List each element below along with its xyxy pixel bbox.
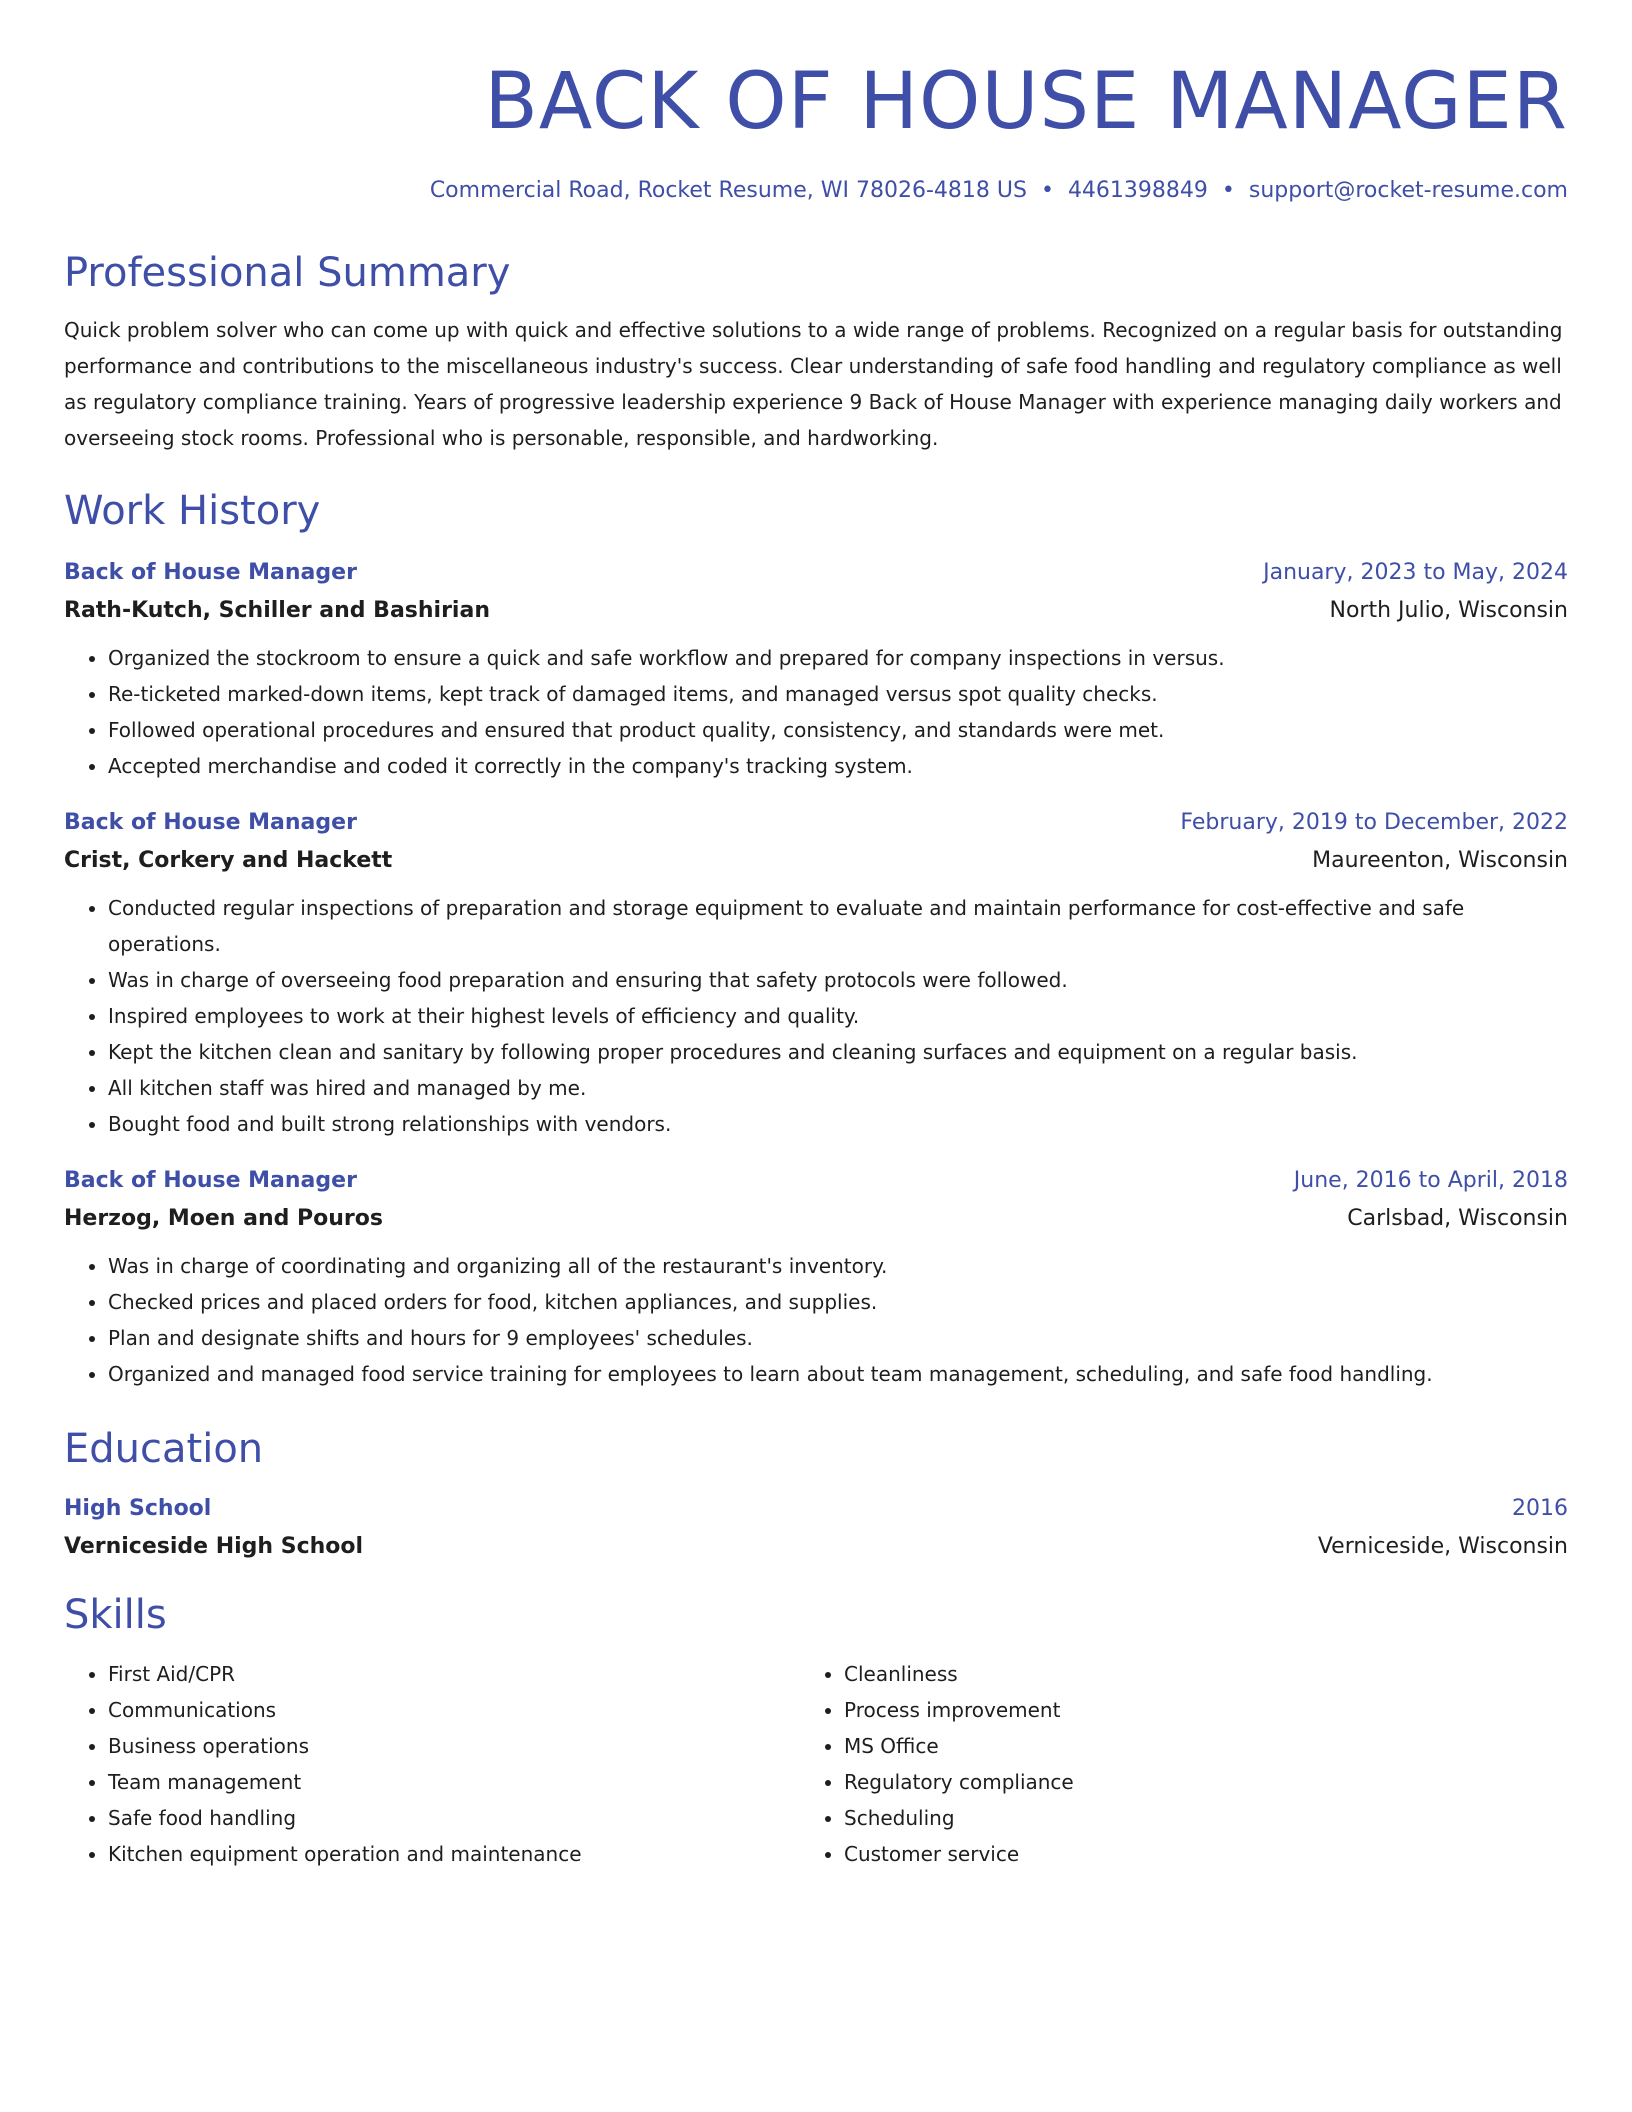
contact-line bbox=[64, 176, 1568, 206]
job-bullet: • Organized the stockroom to ensure a quick and safe workflow and prepared for company inspections in versus. bbox=[108, 640, 1568, 676]
education-entry bbox=[64, 1494, 1568, 1562]
skill-item: • Regulatory compliance bbox=[844, 1764, 1536, 1800]
job-bullet: • Kept the kitchen clean and sanitary by following proper procedures and cleaning surfaces and equipment on a regular basis. bbox=[108, 1034, 1568, 1070]
job-bullet: • Conducted regular inspections of preparation and storage equipment to evaluate and maintain performance for cost-effective and safe operations. bbox=[108, 890, 1568, 962]
job-bullet: • Was in charge of coordinating and organizing all of the restaurant's inventory. bbox=[108, 1248, 1568, 1284]
job-entry bbox=[64, 1166, 1568, 1392]
skill-item: • Scheduling bbox=[844, 1800, 1536, 1836]
skill-item: • Cleanliness bbox=[844, 1656, 1536, 1692]
contact-separator: • bbox=[1221, 178, 1235, 203]
education-year: 2016 bbox=[1512, 1496, 1568, 1521]
job-title: Back of House Manager bbox=[64, 560, 357, 585]
job-bullets bbox=[64, 890, 1568, 1142]
job-bullet: • Inspired employees to work at their highest levels of efficiency and quality. bbox=[108, 998, 1568, 1034]
education-heading: Education bbox=[64, 1426, 264, 1472]
skill-item: • First Aid/CPR bbox=[108, 1656, 800, 1692]
skill-item: • Business operations bbox=[108, 1728, 800, 1764]
skill-item: • Communications bbox=[108, 1692, 800, 1728]
job-company: Crist, Corkery and Hackett bbox=[64, 848, 393, 873]
summary-heading: Professional Summary bbox=[64, 250, 511, 296]
skill-item: • Process improvement bbox=[844, 1692, 1536, 1728]
skill-item: • MS Office bbox=[844, 1728, 1536, 1764]
job-bullet: • All kitchen staff was hired and managed by me. bbox=[108, 1070, 1568, 1106]
job-dates: January, 2023 to May, 2024 bbox=[1263, 560, 1568, 585]
education-school: Verniceside High School bbox=[64, 1534, 364, 1559]
job-bullets bbox=[64, 1248, 1568, 1392]
summary-text: Quick problem solver who can come up with quick and effective solutions to a wide range of problems. Recognized on a regular basis for outstanding performance and contributions to the miscellaneous industry's success. Clear understanding of safe food handling and regulatory compliance as well as regulatory compliance training. Years of progressive leadership experience 9 Back of House Manager with experience managing daily workers and overseeing stock rooms. Professional who is personable, responsible, and hardworking. bbox=[64, 318, 1563, 450]
job-dates: February, 2019 to December, 2022 bbox=[1180, 810, 1568, 835]
job-entry bbox=[64, 558, 1568, 784]
education-degree: High School bbox=[64, 1496, 212, 1521]
job-bullet: • Was in charge of overseeing food preparation and ensuring that safety protocols were followed. bbox=[108, 962, 1568, 998]
skill-item: • Team management bbox=[108, 1764, 800, 1800]
job-dates: June, 2016 to April, 2018 bbox=[1293, 1168, 1568, 1193]
skills-heading: Skills bbox=[64, 1592, 167, 1638]
job-bullet: • Re-ticketed marked-down items, kept track of damaged items, and managed versus spot quality checks. bbox=[108, 676, 1568, 712]
skills-column-left bbox=[64, 1656, 800, 1872]
skill-item: • Kitchen equipment operation and maintenance bbox=[108, 1836, 800, 1872]
contact-address: Commercial Road, Rocket Resume, WI 78026-4818 US bbox=[429, 178, 1027, 203]
skill-item: • Safe food handling bbox=[108, 1800, 800, 1836]
resume-header bbox=[64, 52, 1568, 206]
job-company: Rath-Kutch, Schiller and Bashirian bbox=[64, 598, 490, 623]
contact-separator: • bbox=[1040, 178, 1054, 203]
job-bullet: • Organized and managed food service training for employees to learn about team management, scheduling, and safe food handling. bbox=[108, 1356, 1568, 1392]
contact-email: support@rocket-resume.com bbox=[1248, 178, 1568, 203]
job-bullet: • Plan and designate shifts and hours for 9 employees' schedules. bbox=[108, 1320, 1568, 1356]
skills-list bbox=[64, 1656, 1568, 1872]
job-location: Maureenton, Wisconsin bbox=[1312, 848, 1568, 873]
work-history-heading: Work History bbox=[64, 488, 321, 534]
job-location: Carlsbad, Wisconsin bbox=[1347, 1206, 1568, 1231]
job-company: Herzog, Moen and Pouros bbox=[64, 1206, 383, 1231]
job-bullet: • Accepted merchandise and coded it correctly in the company's tracking system. bbox=[108, 748, 1568, 784]
job-bullet: • Bought food and built strong relationships with vendors. bbox=[108, 1106, 1568, 1142]
contact-phone: 4461398849 bbox=[1067, 178, 1208, 203]
candidate-name: BACK OF HOUSE MANAGER bbox=[484, 57, 1568, 147]
skill-item: • Customer service bbox=[844, 1836, 1536, 1872]
job-title: Back of House Manager bbox=[64, 1168, 357, 1193]
work-history-list bbox=[64, 558, 1568, 1392]
job-bullet: • Checked prices and placed orders for food, kitchen appliances, and supplies. bbox=[108, 1284, 1568, 1320]
job-entry bbox=[64, 808, 1568, 1142]
education-location: Verniceside, Wisconsin bbox=[1317, 1534, 1568, 1559]
job-location: North Julio, Wisconsin bbox=[1329, 598, 1568, 623]
job-bullets bbox=[64, 640, 1568, 784]
job-title: Back of House Manager bbox=[64, 810, 357, 835]
job-bullet: • Followed operational procedures and ensured that product quality, consistency, and standards were met. bbox=[108, 712, 1568, 748]
skills-column-right bbox=[800, 1656, 1536, 1872]
